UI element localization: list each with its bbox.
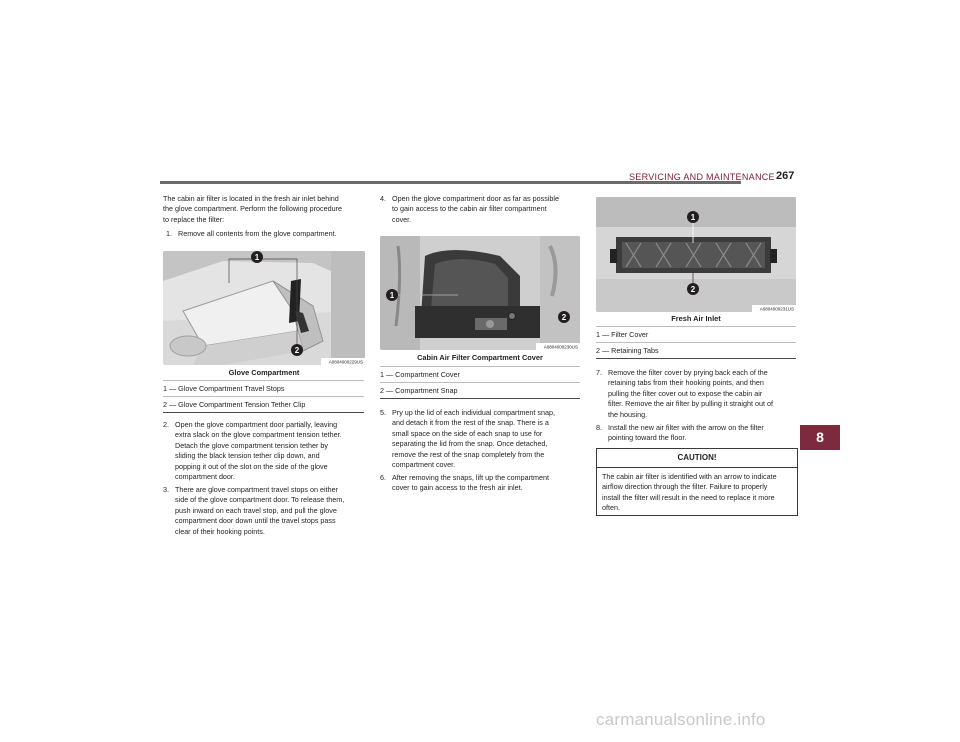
- step-line: the housing.: [608, 409, 648, 419]
- step-1: [166, 229, 366, 241]
- step-number: 3.: [163, 485, 169, 494]
- step-text: [392, 408, 555, 470]
- fresh-air-inlet-figure: [596, 197, 796, 312]
- step-line: There are glove compartment travel stops on either: [175, 485, 338, 494]
- step-line: Remove the filter cover by prying back each of the: [608, 368, 768, 377]
- legend-item: 1 — Filter Cover: [596, 326, 796, 342]
- step-line: popping it out of the slot on the side of the glove: [175, 461, 328, 471]
- intro-line: to replace the filter:: [163, 214, 225, 224]
- callout-1: [687, 211, 699, 223]
- figure-caption: Glove Compartment: [228, 368, 300, 377]
- glove-compartment-figure: [163, 251, 365, 365]
- cabin-air-filter-cover-illustration: [380, 236, 580, 350]
- chapter-tab: 8: [800, 425, 840, 450]
- legend-item: 1 — Compartment Cover: [380, 366, 580, 382]
- fresh-air-inlet-illustration: [596, 197, 796, 312]
- step-line: small space on the side of each snap to use for: [392, 428, 543, 438]
- step-3: [163, 485, 368, 539]
- step-line: push inward on each travel stop, and pull the glove: [175, 505, 337, 515]
- step-line: Detach the glove compartment tension tether by: [175, 440, 329, 450]
- step-text: [175, 485, 344, 537]
- step-line: Install the new air filter with the arrow on the filter: [608, 423, 764, 432]
- svg-text:1: 1: [254, 253, 260, 262]
- caution-box: [596, 448, 798, 516]
- legend-item: 2 — Compartment Snap: [380, 382, 580, 399]
- figure-code: A0804000229US: [328, 359, 363, 365]
- step-line: compartment door.: [175, 472, 235, 482]
- step-line: cover to gain access to the fresh air inlet.: [392, 483, 523, 493]
- step-line: Open the glove compartment door as far as possible: [392, 194, 560, 203]
- figure-legend: [380, 366, 580, 399]
- step-line: extra slack on the glove compartment tension tether.: [175, 430, 342, 440]
- step-2: [163, 420, 368, 484]
- section-title: SERVICING AND MAINTENANCE: [629, 172, 775, 182]
- step-line: side of the glove compartment door. To release them,: [175, 495, 345, 505]
- step-line: filter. Remove the air filter by pulling it straight out of: [608, 399, 773, 409]
- legend-item: 1 — Glove Compartment Travel Stops: [163, 380, 364, 396]
- step-number: 1.: [166, 229, 172, 238]
- step-text: [392, 473, 549, 494]
- svg-text:1: 1: [690, 213, 696, 222]
- step-4: [380, 194, 585, 228]
- page-number: 267: [776, 170, 795, 182]
- svg-text:2: 2: [561, 313, 567, 322]
- step-7: [596, 368, 801, 422]
- caution-line: airflow direction through the filter. Failure to properly: [602, 482, 768, 492]
- svg-text:2: 2: [294, 346, 300, 355]
- step-line: Open the glove compartment door partially, leaving: [175, 420, 338, 429]
- caution-title: CAUTION!: [597, 449, 797, 468]
- step-text: [175, 420, 342, 482]
- step-text: Remove all contents from the glove compartment.: [178, 229, 337, 238]
- step-line: clear of their hooking points.: [175, 526, 265, 536]
- caution-line: install the filter will result in the need to replace it more: [602, 492, 775, 502]
- step-number: 2.: [163, 420, 169, 429]
- callout-2: [558, 311, 570, 323]
- step-number: 4.: [380, 194, 386, 203]
- caution-line: The cabin air filter is identified with an arrow to indicate: [602, 472, 777, 481]
- step-line: Pry up the lid of each individual compartment snap,: [392, 408, 556, 417]
- figure-caption: Fresh Air Inlet: [671, 314, 721, 323]
- cabin-air-filter-cover-figure: [380, 236, 580, 350]
- svg-text:2: 2: [690, 285, 696, 294]
- callout-2: [687, 283, 699, 295]
- caution-text: [597, 468, 797, 514]
- figure-code: A0804000230US: [543, 344, 578, 350]
- step-text: [608, 368, 773, 420]
- step-line: pulling the filter cover out to expose the cabin air: [608, 388, 763, 398]
- legend-item: 2 — Glove Compartment Tension Tether Clip: [163, 396, 364, 413]
- step-line: to gain access to the cabin air filter compartment: [392, 204, 547, 214]
- step-number: 6.: [380, 473, 386, 482]
- figure-caption: Cabin Air Filter Compartment Cover: [417, 353, 543, 362]
- step-line: separating the lid from the snap. Once detached,: [392, 439, 548, 449]
- step-5: [380, 408, 585, 472]
- step-number: 7.: [596, 368, 602, 377]
- step-line: remove the rest of the snap completely from the: [392, 449, 545, 459]
- step-line: cover.: [392, 214, 412, 224]
- step-8: [596, 423, 801, 445]
- figure-legend: [163, 380, 364, 413]
- step-6: [380, 473, 585, 495]
- callout-2: [291, 344, 303, 356]
- callout-1: [386, 289, 398, 301]
- svg-text:1: 1: [389, 291, 395, 300]
- step-line: and detach it from the rest of the snap. There is a: [392, 418, 549, 428]
- step-line: compartment door down until the travel stops pass: [175, 516, 336, 526]
- figure-legend: [596, 326, 796, 359]
- step-number: 8.: [596, 423, 602, 432]
- step-line: retaining tabs from their hooking points, and then: [608, 378, 764, 388]
- intro-line: The cabin air filter is located in the fresh air inlet behind: [163, 194, 339, 203]
- step-line: After removing the snaps, lift up the compartment: [392, 473, 550, 482]
- step-text: [392, 194, 559, 225]
- intro-paragraph: [163, 194, 368, 225]
- step-text: [608, 423, 764, 444]
- step-line: sliding the black tension tether clip down, and: [175, 451, 320, 461]
- figure-code: A0804000231US: [759, 306, 794, 312]
- intro-line: the glove compartment. Perform the following procedure: [163, 204, 342, 214]
- glove-compartment-illustration: [163, 251, 365, 365]
- legend-item: 2 — Retaining Tabs: [596, 342, 796, 359]
- caution-line: often.: [602, 503, 620, 513]
- watermark: carmanualsonline.info: [596, 710, 766, 729]
- step-number: 5.: [380, 408, 386, 417]
- callout-1: [251, 251, 263, 263]
- step-line: compartment cover.: [392, 460, 456, 470]
- step-line: pointing toward the floor.: [608, 433, 687, 443]
